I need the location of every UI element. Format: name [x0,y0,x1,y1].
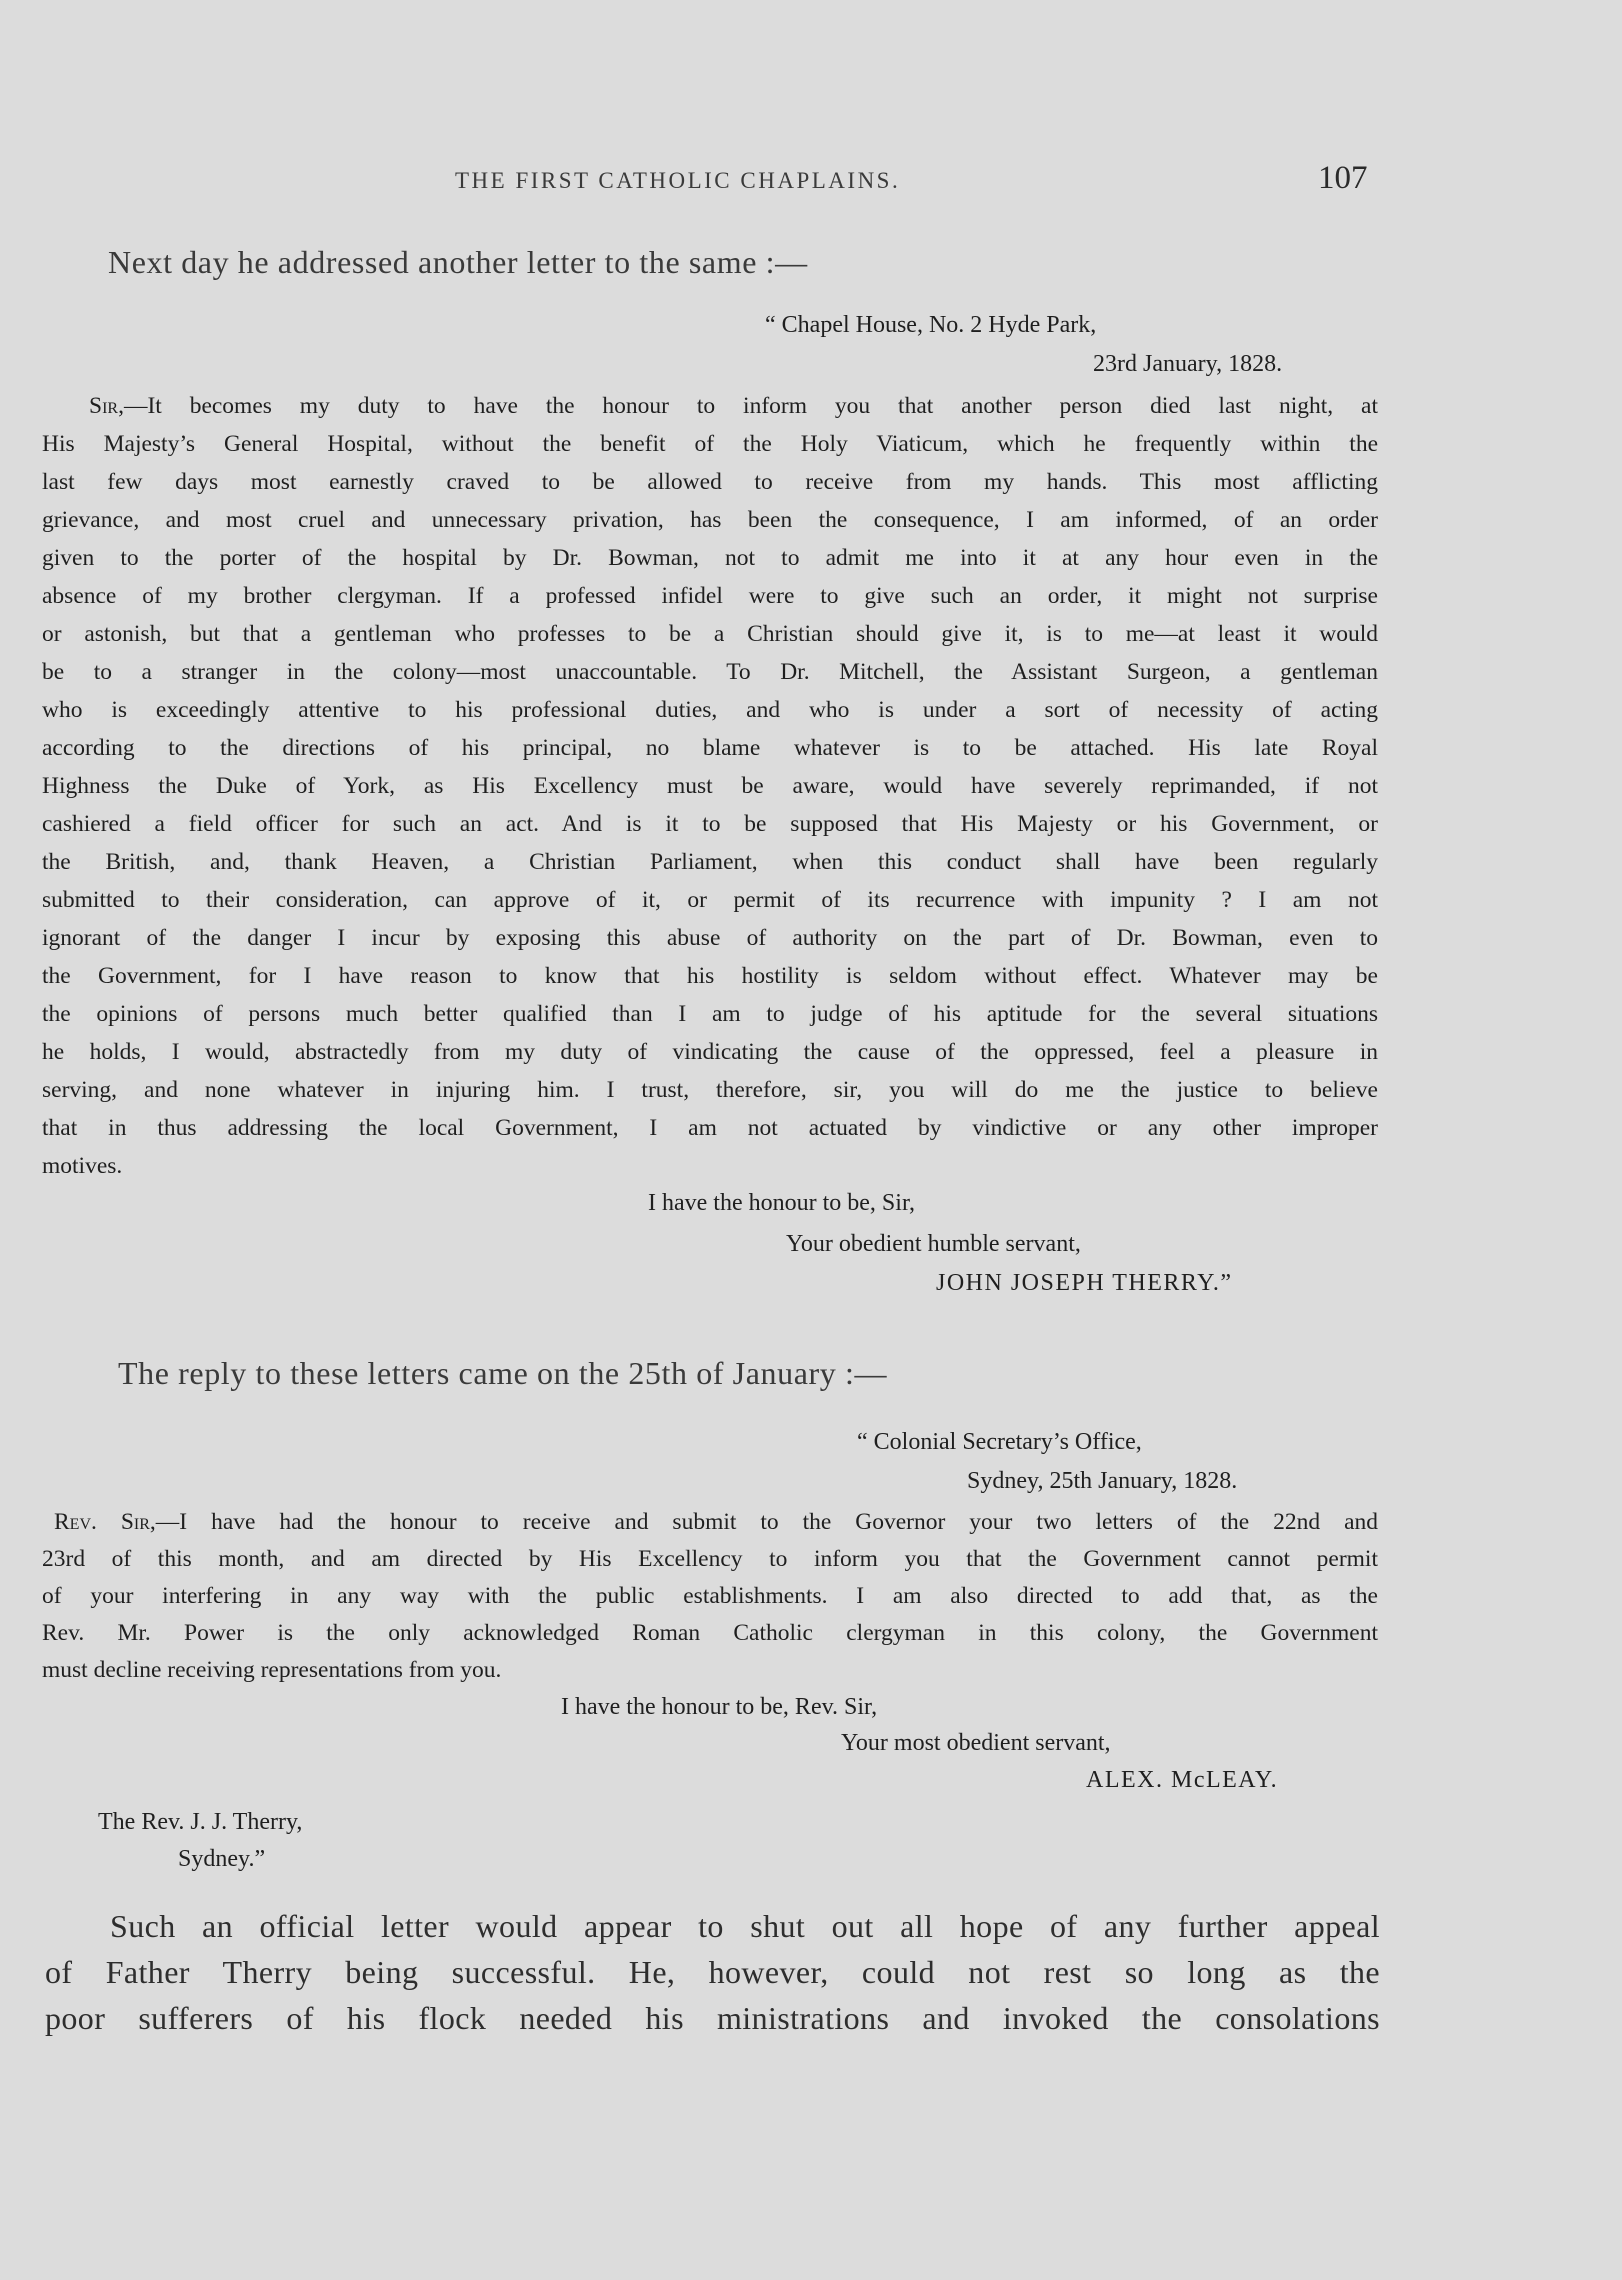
letter2-addressee-1: The Rev. J. J. Therry, [98,1809,303,1835]
letter2-body [42,1504,1378,1689]
letter1-line: Highness the Duke of York, as His Excellency must be aware, would have severely reprimanded, if not [42,773,1378,799]
letter2-line: Rev. Mr. Power is the only acknowledged Roman Catholic clergyman in this colony, the Government [42,1620,1378,1646]
letter1-line: be to a stranger in the colony—most unaccountable. To Dr. Mitchell, the Assistant Surgeon, a gentleman [42,659,1378,685]
letter1-line: given to the porter of the hospital by Dr. Bowman, not to admit me into it at any hour even in the [42,545,1378,571]
letter2-signature: ALEX. McLEAY. [1086,1767,1279,1793]
letter2-closing-2: Your most obedient servant, [841,1730,1111,1756]
letter1-line: grievance, and most cruel and unnecessary privation, has been the consequence, I am informed, of an order [42,507,1378,533]
letter1-closing-1: I have the honour to be, Sir, [648,1190,915,1216]
letter2-addressee-2: Sydney.” [178,1846,266,1872]
letter2-line: must decline receiving representations from you. [42,1657,502,1683]
letter1-line: according to the directions of his principal, no blame whatever is to be attached. His late Royal [42,735,1378,761]
letter1-line-1: Sir,—It becomes my duty to have the honour to inform you that another person died last night, at [89,393,1378,419]
letter1-line: or astonish, but that a gentleman who professes to be a Christian should give it, is to me—at least it would [42,621,1378,647]
letter1-line: the Government, for I have reason to know that his hostility is seldom without effect. Whatever may be [42,963,1378,989]
conclusion-line: Such an official letter would appear to shut out all hope of any further appeal [110,1908,1380,1944]
letter1-signature: JOHN JOSEPH THERRY.” [936,1270,1233,1296]
letter1-line: cashiered a field officer for such an act. And is it to be supposed that His Majesty or his Government, or [42,811,1378,837]
letter1-line: the British, and, thank Heaven, a Christian Parliament, when this conduct shall have been regularly [42,849,1378,875]
letter1-line: that in thus addressing the local Government, I am not actuated by vindictive or any other improper [42,1115,1378,1141]
conclusion-line: of Father Therry being successful. He, however, could not rest so long as the [45,1954,1380,1990]
letter2-line-1: Rev. Sir,—I have had the honour to receive and submit to the Governor your two letters of the 22nd and [54,1509,1379,1535]
letter1-address-line2: 23rd January, 1828. [1093,351,1283,377]
letter1-line: the opinions of persons much better qualified than I am to judge of his aptitude for the several situations [42,1001,1378,1027]
letter1-line: he holds, I would, abstractedly from my duty of vindicating the cause of the oppressed, feel a pleasure in [42,1039,1378,1065]
letter1-line: serving, and none whatever in injuring him. I trust, therefore, sir, you will do me the justice to believe [42,1077,1378,1103]
letter1-address-line1: “ Chapel House, No. 2 Hyde Park, [765,312,1097,338]
letter2-closing-1: I have the honour to be, Rev. Sir, [561,1694,878,1720]
letter1-line: ignorant of the danger I incur by exposing this abuse of authority on the part of Dr. Bowman, even to [42,925,1378,951]
letter1-line: motives. [42,1153,123,1179]
intro-paragraph-2: The reply to these letters came on the 25th of January :— [118,1355,888,1391]
letter2-address-line2: Sydney, 25th January, 1828. [967,1468,1238,1494]
letter2-salutation: Rev. Sir, [54,1509,156,1535]
letter2-address-line1: “ Colonial Secretary’s Office, [857,1429,1142,1455]
page-number: 107 [1318,160,1368,196]
letter1-salutation: Sir, [89,393,124,419]
letter1-closing-2: Your obedient humble servant, [786,1231,1081,1257]
running-title: THE FIRST CATHOLIC CHAPLAINS. [455,168,901,193]
letter2-line: 23rd of this month, and am directed by His Excellency to inform you that the Government cannot permit [42,1546,1378,1572]
letter1-line: who is exceedingly attentive to his professional duties, and who is under a sort of necessity of acting [42,697,1378,723]
letter1-line: submitted to their consideration, can approve of it, or permit of its recurrence with impunity ? I am not [42,887,1378,913]
conclusion-line: poor sufferers of his flock needed his ministrations and invoked the consolations [45,2000,1380,2036]
conclusion-paragraph [45,1903,1380,2041]
letter1-line: His Majesty’s General Hospital, without the benefit of the Holy Viaticum, which he frequently within the [42,431,1378,457]
letter2-line: of your interfering in any way with the public establishments. I am also directed to add that, as the [42,1583,1378,1609]
letter1-line: absence of my brother clergyman. If a professed infidel were to give such an order, it might not surprise [42,583,1378,609]
intro-paragraph-1: Next day he addressed another letter to the same :— [108,244,808,280]
letter1-line: last few days most earnestly craved to be allowed to receive from my hands. This most afflicting [42,469,1378,495]
letter1-body [42,387,1378,1185]
